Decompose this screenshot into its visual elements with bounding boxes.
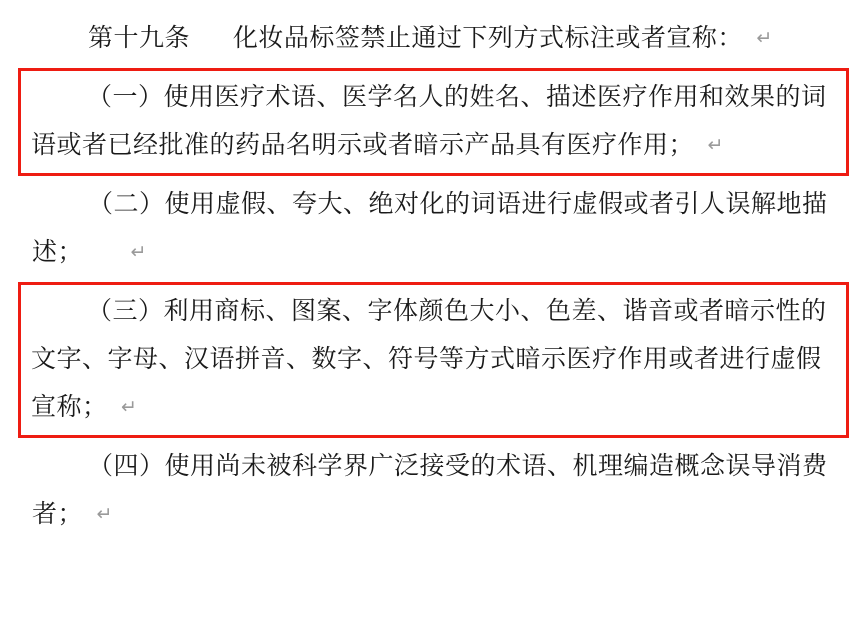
pilcrow-icon: ↵ — [120, 396, 138, 418]
paragraph-item-1-highlight-box — [18, 68, 849, 176]
pilcrow-icon: ↵ — [96, 503, 113, 525]
article-heading — [18, 12, 849, 66]
paragraph-text: 使用虚假、夸大、绝对化的词语进行虚假或者引人误解地描述； — [32, 190, 828, 266]
list-marker: （四） — [88, 452, 165, 480]
paragraph-text: 利用商标、图案、字体颜色大小、色差、谐音或者暗示性的文字、字母、汉语拼音、数字、符号等方式暗示医疗作用或者进行虚假宣称； — [31, 297, 827, 421]
paragraph-text: 使用医疗术语、医学名人的姓名、描述医疗作用和效果的词语或者已经批准的药品名明示或者暗示产品具有医疗作用； — [31, 83, 827, 159]
article-heading-text: 化妆品标签禁止通过下列方式标注或者宣称： — [232, 24, 743, 52]
pilcrow-icon: ↵ — [756, 27, 773, 49]
article-number: 第十九条 — [88, 24, 191, 52]
paragraph-item-4 — [18, 440, 849, 542]
paragraph-item-3-highlight-box — [18, 282, 849, 438]
list-marker: （一） — [87, 83, 164, 111]
pilcrow-icon: ↵ — [707, 134, 724, 156]
list-marker: （二） — [88, 190, 165, 218]
paragraph-text: 使用尚未被科学界广泛接受的术语、机理编造概念误导消费者； — [32, 452, 828, 528]
paragraph-item-2 — [18, 178, 849, 280]
list-marker: （三） — [87, 297, 164, 325]
pilcrow-icon: ↵ — [130, 241, 147, 263]
